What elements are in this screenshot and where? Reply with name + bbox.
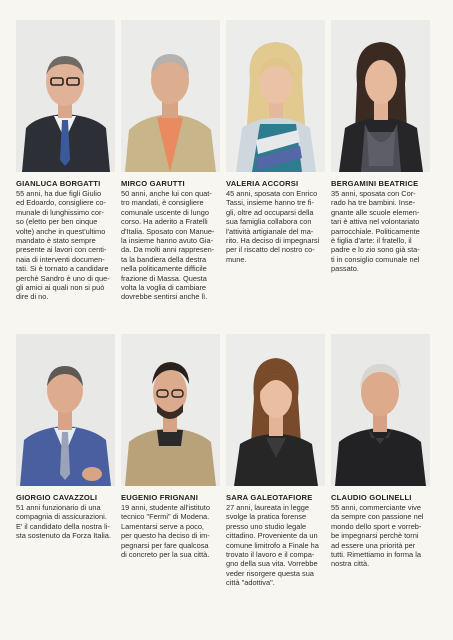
- candidate-name: EUGENIO FRIGNANI: [121, 493, 199, 502]
- candidate-card-golinelli: [331, 334, 430, 569]
- candidate-card-cavazzoli: [16, 334, 115, 541]
- candidate-card-galeotafiore: [226, 334, 325, 588]
- candidate-card-borgatti: [16, 20, 115, 302]
- candidate-photo: [226, 20, 325, 172]
- candidate-bio: 45 anni, sposata con Enrico Tassi, insieme hanno tre fi- gli, oltre ad occuparsi della sua famiglia collabora con l'attività artigianale del ma- rito. Ha deciso di impegnarsi per il riscatto del nostro co- mune.: [226, 189, 320, 264]
- candidate-name: BERGAMINI BEATRICE: [331, 179, 419, 188]
- candidate-card-garutti: [121, 20, 220, 302]
- candidate-name: CLAUDIO GOLINELLI: [331, 493, 412, 502]
- candidate-photo: [121, 334, 220, 486]
- candidate-photo: [331, 334, 430, 486]
- candidate-name: MIRCO GARUTTI: [121, 179, 185, 188]
- candidate-bio: 19 anni, studente all'istituto tecnico "Fermi" di Modena. Lamentarsi serve a poco, per questo ha deciso di im- pegnarsi per fare qualcosa di concreto per la sua città.: [121, 503, 210, 560]
- candidate-card-bergamini: [331, 20, 430, 274]
- candidate-card-frignani: [121, 334, 220, 559]
- candidate-bio: 35 anni, sposata con Cor- rado ha tre bambini. Inse- gnante alle scuole elemen- tari è attiva nel volontariato parrocchiale. Politicamente è figlia d'arte: il fratello, il padre e lo zio sono già sta- ti in consiglio comunale nel passato.: [331, 189, 420, 274]
- candidate-bio: 55 anni, ha due figli Giulio ed Edoardo, consigliere co- munale di lunghissimo cor- so (eletto per ben cinque volte) anche in quest'ultimo mandato è stato sempre presente ai lavori con centi- naia di interventi documen- tati. Si è tornato a candidare perchè Sandro è uno di que- gli amici ai quali non si può dire di no.: [16, 189, 110, 302]
- candidate-name: GIORGIO CAVAZZOLI: [16, 493, 98, 502]
- candidate-bio: 27 anni, laureata in legge svolge la pratica forense presso uno studio legale cittadino. Proveniente da un comune limitrofo a Finale ha trovato il lavoro e il compa- gno della sua vita. Vorrebbe veder risorgere questa sua città "adottiva".: [226, 503, 319, 588]
- candidate-name: GIANLUCA BORGATTI: [16, 179, 101, 188]
- candidate-photo: [16, 20, 115, 172]
- candidate-name: SARA GALEOTAFIORE: [226, 493, 313, 502]
- candidate-card-accorsi: [226, 20, 325, 264]
- candidate-bio: 51 anni funzionario di una compagnia di assicurazioni. E' il candidato della nostra li- sta sostenuto da Forza Italia.: [16, 503, 111, 541]
- candidate-photo: [226, 334, 325, 486]
- candidate-photo: [16, 334, 115, 486]
- candidate-name: VALERIA ACCORSI: [226, 179, 299, 188]
- candidate-photo: [331, 20, 430, 172]
- candidate-bio: 50 anni, anche lui con quat- tro mandati, è consigliere comunale uscente di lungo corso. Ha aderito a Fratelli d'Italia. Sposato con Manue- la insieme hanno avuto Gia- da. Da molti anni rappresen- ta la bandiera della destra nella politicamente difficile frazione di Massa. Questa volta la voglia di cambiare dovrebbe sentirsi anche lì.: [121, 189, 215, 302]
- candidate-bio: 55 anni, commerciante vive da sempre con passione nel mondo dello sport e vorreb- be impegnarsi perchè torni ad essere una priorità per tutti. Rimettiamo in forma la nostra città.: [331, 503, 424, 569]
- candidate-photo: [121, 20, 220, 172]
